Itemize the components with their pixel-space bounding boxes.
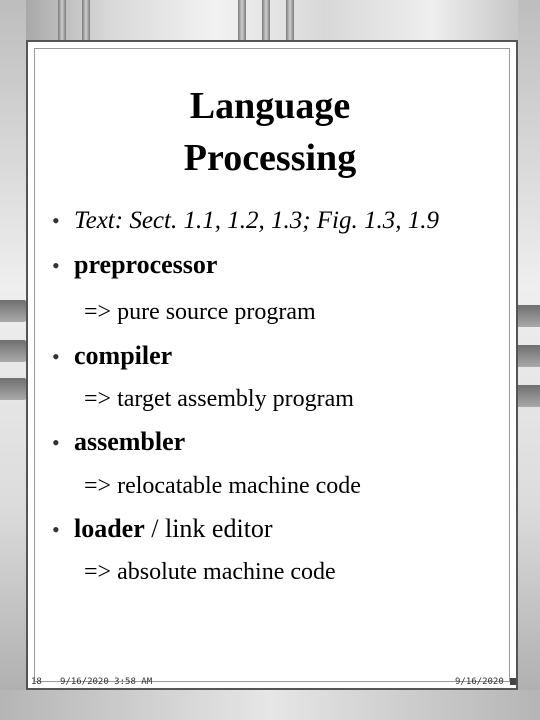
bullet-glyph: • bbox=[52, 430, 60, 455]
bullet-item-5 bbox=[52, 514, 273, 544]
footer-datetime: 9/16/2020 3:58 AM bbox=[60, 677, 153, 687]
bullet-text-bold: loader bbox=[74, 514, 145, 543]
title-line-2: Processing bbox=[183, 137, 357, 179]
bullet-glyph: • bbox=[52, 517, 60, 542]
bullet-text: preprocessor bbox=[74, 250, 218, 279]
bullet-item-1 bbox=[52, 205, 439, 235]
footer-date: 9/16/2020 bbox=[455, 677, 504, 687]
bullet-glyph: • bbox=[52, 208, 60, 233]
slide-title bbox=[0, 80, 540, 184]
bullet-item-3 bbox=[52, 341, 172, 371]
decor-bar bbox=[286, 0, 294, 44]
background-top bbox=[0, 0, 540, 40]
footer-square-icon bbox=[510, 678, 516, 685]
decor-tab bbox=[0, 340, 26, 362]
bullet-glyph: • bbox=[52, 253, 60, 278]
bullet-text: compiler bbox=[74, 341, 173, 370]
sub-item-4: => absolute machine code bbox=[84, 559, 336, 585]
decor-bar bbox=[238, 0, 246, 44]
title-line-1: Language bbox=[189, 85, 351, 127]
bullet-text: assembler bbox=[74, 427, 186, 456]
decor-bar bbox=[262, 0, 270, 44]
decor-tab bbox=[0, 378, 26, 400]
background-bottom bbox=[0, 690, 540, 720]
decor-tab bbox=[0, 300, 26, 322]
footer-page-number: 18 bbox=[31, 677, 42, 687]
sub-item-3: => relocatable machine code bbox=[84, 473, 361, 499]
bullet-item-2 bbox=[52, 250, 217, 280]
bullet-glyph: • bbox=[52, 344, 60, 369]
bullet-item-4 bbox=[52, 427, 185, 457]
decor-bar bbox=[82, 0, 90, 44]
sub-item-2: => target assembly program bbox=[84, 386, 354, 412]
bullet-text: Text: Sect. 1.1, 1.2, 1.3; Fig. 1.3, 1.9 bbox=[74, 207, 440, 234]
decor-bar bbox=[58, 0, 66, 44]
sub-item-1: => pure source program bbox=[84, 299, 316, 325]
bullet-text-rest: / link editor bbox=[144, 514, 273, 543]
